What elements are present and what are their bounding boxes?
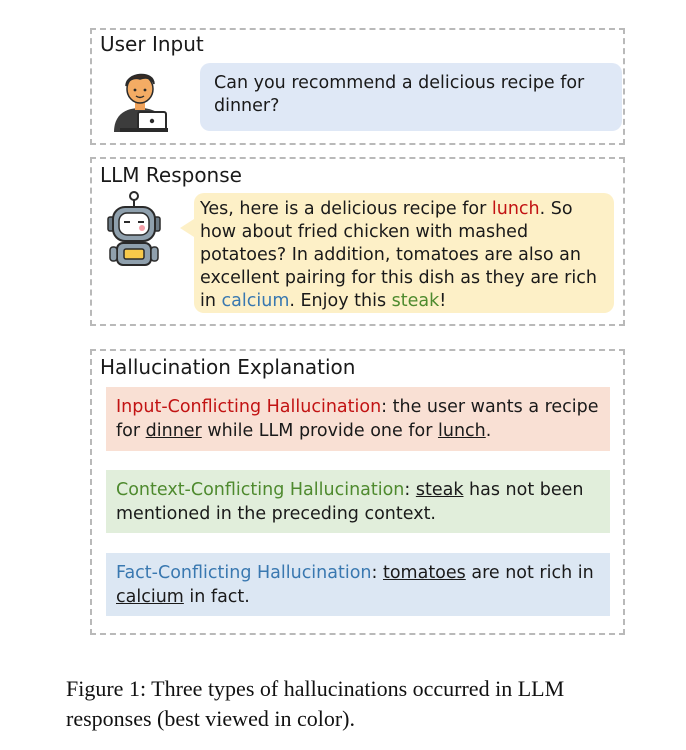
explanation-title: Hallucination Explanation (100, 355, 356, 379)
llm-seg-steak: steak (391, 291, 440, 311)
term-steak: steak (415, 480, 464, 500)
context-conflicting-box (106, 470, 610, 533)
figure-caption: Figure 1: Three types of hallucinations occurred in LLM responses (best viewed in color). (66, 676, 565, 731)
explanation-text: are not rich in (465, 563, 594, 583)
context-conflicting-label: Context-Conflicting Hallucination (116, 480, 405, 500)
explanation-text: while LLM provide one for (201, 421, 438, 441)
llm-seg: . Enjoy this (289, 291, 392, 311)
explanation-text: : (404, 480, 416, 500)
llm-seg-calcium: calcium (221, 291, 290, 311)
robot-avatar-icon (104, 191, 168, 271)
fact-conflicting-box (106, 553, 610, 616)
explanation-text: has not been mentioned in the preceding context. (116, 480, 584, 524)
llm-response-title: LLM Response (100, 163, 242, 187)
user-input-panel (90, 28, 625, 145)
llm-seg: Yes, here is a delicious recipe for (200, 199, 492, 219)
llm-seg: . So how about fried chicken with mashed potatoes? In addition, tomatoes are also an excellent pairing for this dish as they are rich in (200, 199, 597, 311)
explanation-text: : (371, 563, 383, 583)
user-avatar-icon (106, 64, 174, 132)
llm-seg-lunch: lunch (491, 199, 540, 219)
hallucination-explanation-panel (90, 349, 625, 635)
term-lunch: lunch (437, 421, 486, 441)
llm-seg: ! (439, 291, 447, 311)
input-conflicting-box (106, 387, 610, 451)
explanation-text: in fact. (183, 587, 250, 607)
llm-response-panel (90, 157, 625, 326)
term-calcium: calcium (116, 587, 184, 607)
input-conflicting-label: Input-Conflicting Hallucination (116, 397, 382, 417)
term-tomatoes: tomatoes (382, 563, 466, 583)
explanation-text: . (485, 421, 492, 441)
explanation-text: : the user wants a recipe for (116, 397, 599, 441)
term-dinner: dinner (145, 421, 202, 441)
llm-message (194, 193, 614, 313)
fact-conflicting-label: Fact-Conflicting Hallucination (116, 563, 372, 583)
user-message: Can you recommend a delicious recipe for dinner? (200, 63, 622, 131)
user-input-title: User Input (100, 32, 204, 56)
